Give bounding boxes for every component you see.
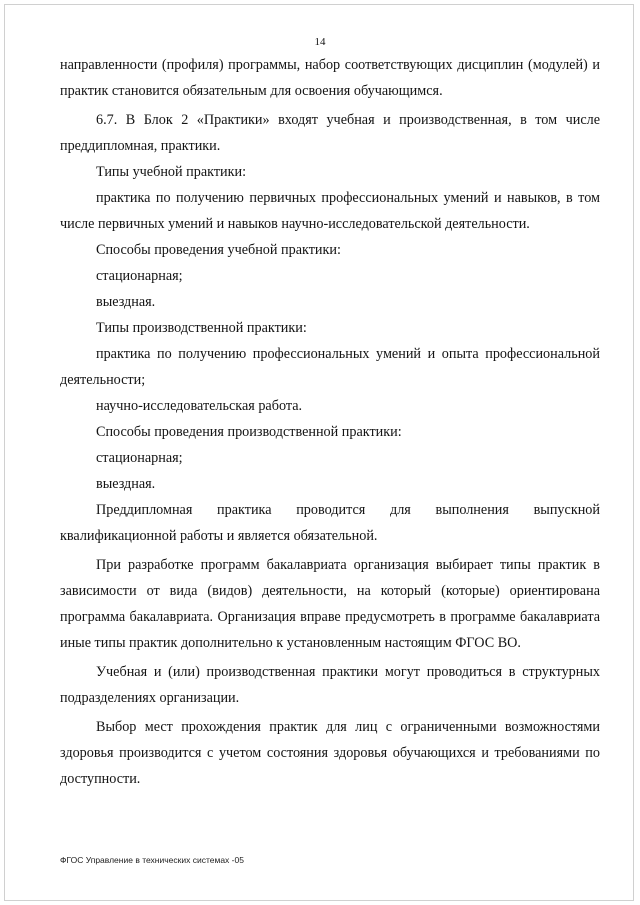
paragraph: Выбор мест прохождения практик для лиц с ограниченными возможностями здоровья производится с учетом состояния здоровья обучающихся и требованиями по доступности.: [60, 719, 600, 787]
paragraph: Способы проведения учебной практики:: [96, 242, 341, 258]
paragraph: стационарная;: [96, 450, 183, 466]
paragraph: При разработке программ бакалавриата организация выбирает типы практик в зависимости от вида (видов) деятельности, на который (которые) ориентирована программа бакалавриата. Организация вправе предусмотреть в программе бакалавриата иные типы практик дополнительно к установленным настоящим ФГОС ВО.: [60, 557, 600, 651]
page-number: 14: [314, 36, 326, 48]
footer: ФГОС Управление в технических системах -05: [60, 855, 244, 865]
paragraph: Учебная и (или) производственная практики могут проводиться в структурных подразделениях организации.: [60, 664, 600, 706]
paragraph: практика по получению первичных профессиональных умений и навыков, в том числе первичных умений и навыков научно-исследовательской деятельности.: [60, 190, 600, 232]
paragraph: стационарная;: [96, 268, 183, 284]
paragraph: Преддипломная практика проводится для выполнения выпускной квалификационной работы и является обязательной.: [60, 502, 600, 544]
paragraph: практика по получению профессиональных умений и опыта профессиональной деятельности;: [60, 346, 600, 388]
paragraph: направленности (профиля) программы, набор соответствующих дисциплин (модулей) и практик становится обязательным для освоения обучающимся.: [60, 57, 600, 99]
paragraph: Способы проведения производственной практики:: [96, 424, 402, 440]
paragraph: выездная.: [96, 294, 156, 310]
paragraph: Типы учебной практики:: [96, 164, 247, 180]
paragraph: 6.7. В Блок 2 «Практики» входят учебная и производственная, в том числе преддипломная, практики.: [60, 112, 600, 154]
document-body: [60, 52, 600, 792]
paragraph: выездная.: [96, 476, 156, 492]
paragraph: Типы производственной практики:: [96, 320, 307, 336]
paragraph: научно-исследовательская работа.: [96, 398, 303, 414]
